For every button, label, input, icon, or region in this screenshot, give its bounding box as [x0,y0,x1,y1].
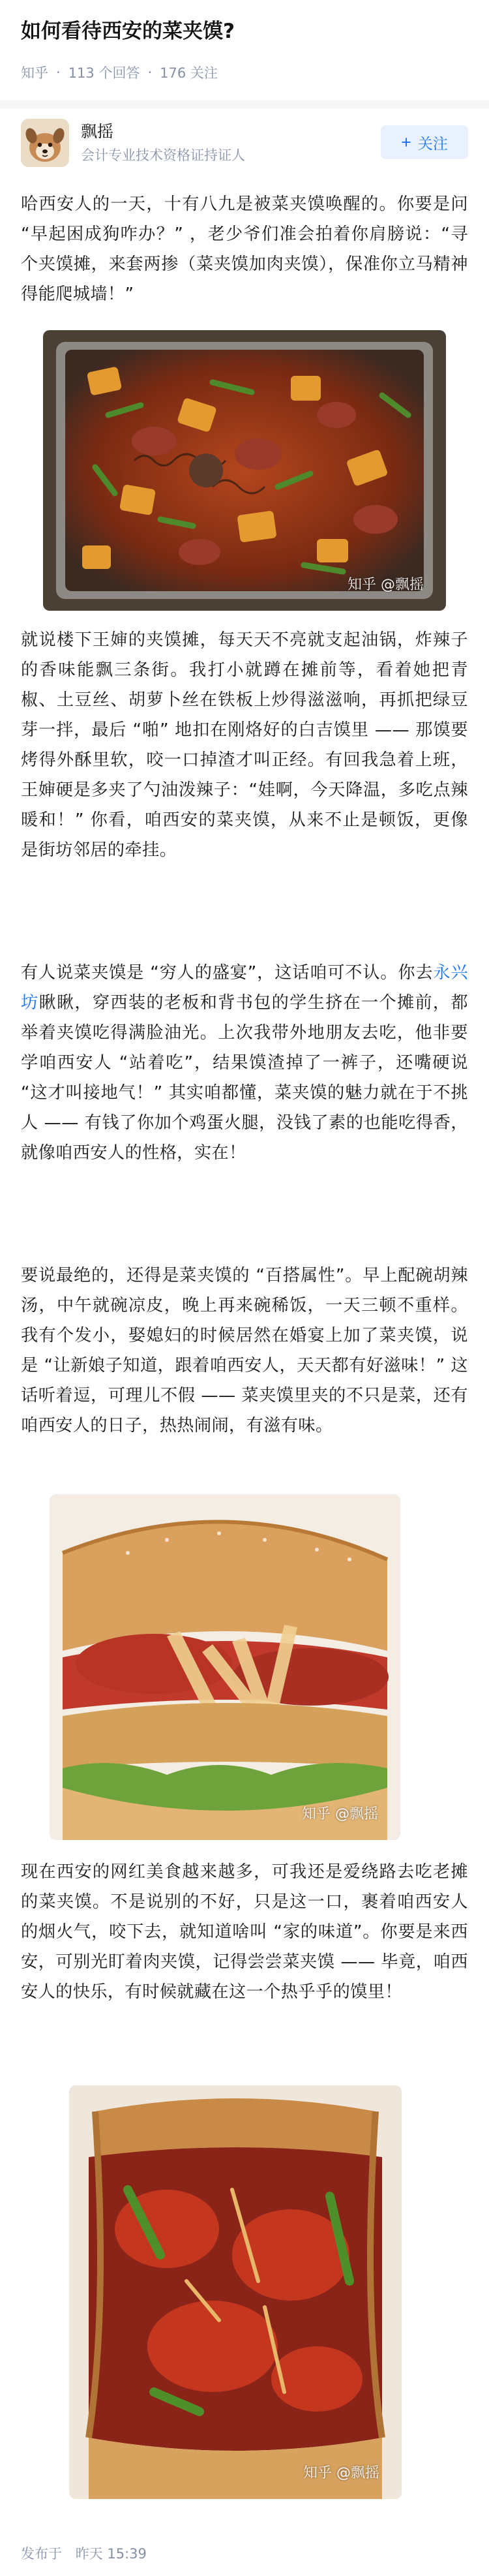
followers-count: 176 关注 [160,65,218,81]
author-bio: 会计专业技术资格证持证人 [81,147,245,163]
answer-paragraph: 要说最绝的，还得是菜夹馍的 “百搭属性”。早上配碗胡辣汤，中午就碗凉皮，晚上再来碗稀饭，一天三顿不重样。我有个发小，娶媳妇的时候居然在婚宴上加了菜夹馍，说是 “让新娘子知道，跟着咱西安人，天天都有好滋味！” 这话听着逗，可理儿不假 —— 菜夹馍里夹的不只是菜，还有咱西安人的日子，热热闹闹，有滋有味。 [21,1266,468,1435]
publish-label: 发布于 [21,2546,62,2562]
answer-paragraph: 就说楼下王婶的夹馍摊，每天天不亮就支起油锅，炸辣子的香味能飘三条街。我打小就蹲在摊前等，看着她把青椒、土豆丝、胡萝卜丝在铁板上炒得滋滋响，再抓把绿豆芽一拌，最后 “啪” 地扣在刚烙好的白吉馍里 —— 那馍要烤得外酥里软，咬一口掉渣才叫正经。有回我急着上班，王婶硬是多夹了勺油泼辣子：“娃啊，今天降温，多吃点辣暖和！” 你看，咱西安的菜夹馍，从来不止是顿饭，更像是街坊邻居的牵挂。 [21,630,468,860]
image-watermark: 知乎 @飘摇 [303,2465,379,2481]
answer-paragraph: 哈西安人的一天，十有八九是被菜夹馍唤醒的。你要是问 “早起困成狗咋办？” ，老少爷们准会拍着你肩膀说：“寻个夹馍摊，来套两掺（菜夹馍加肉夹馍），保准你立马精神得能爬城墙！” [21,194,468,304]
question-title[interactable]: 如何看待西安的菜夹馍? [21,20,235,43]
answer-image[interactable] [50,1494,400,1840]
sandwich-closeup-image [69,2085,402,2499]
answers-count[interactable]: 113 个回答 [68,65,140,81]
publish-time: 昨天 15:39 [75,2546,147,2562]
question-meta [21,63,468,82]
publish-info [21,2543,147,2563]
answer-image[interactable] [43,330,446,611]
question-header [21,17,468,82]
avatar[interactable] [21,119,69,167]
yongxingfang-link[interactable]: 永兴坊 [21,963,468,1013]
separator-dot: · [147,65,153,80]
plus-icon: + [401,132,411,152]
follow-button[interactable] [381,125,468,159]
dog-avatar-icon [21,119,69,167]
image-watermark: 知乎 @飘摇 [302,1806,378,1822]
paragraph-text: 瞅瞅，穿西装的老板和背书包的学生挤在一个摊前，都举着夹馍吃得满脸油光。上次我带外地朋友去吃，他非要学咱西安人 “站着吃”，结果馍渣掉了一裤子，还嘴硬说 “这才叫接地气！” 其实咱都懂，菜夹馍的魅力就在于不挑人 —— 有钱了你加个鸡蛋火腿，没钱了素的也能吃得香，就像咱西安人的性格，实在！ [21,993,468,1163]
follow-label: 关注 [417,134,448,152]
separator-dot: · [56,65,61,80]
site-name[interactable]: 知乎 [21,65,48,81]
image-watermark: 知乎 @飘摇 [348,577,424,593]
author-name[interactable]: 飘摇 [81,122,114,141]
answer-image[interactable] [69,2085,402,2499]
section-divider [0,100,489,108]
answer-paragraph [21,958,468,1168]
answer-paragraph: 现在西安的网红美食越来越多，可我还是爱绕路去吃老摊的菜夹馍。不是说别的不好，只是这一口，裹着咱西安人的烟火气，咬下去，就知道啥叫 “家的味道”。你要是来西安，可别光盯着肉夹馍，记得尝尝菜夹馍 —— 毕竟，咱西安人的快乐，有时候就藏在这一个热乎乎的馍里！ [21,1862,468,2002]
paragraph-text: 有人说菜夹馍是 “穷人的盛宴”，这话咱可不认。你去 [21,963,434,983]
stir-fry-tray-image [43,330,446,611]
author-row [21,116,468,175]
sandwich-image [50,1494,400,1840]
